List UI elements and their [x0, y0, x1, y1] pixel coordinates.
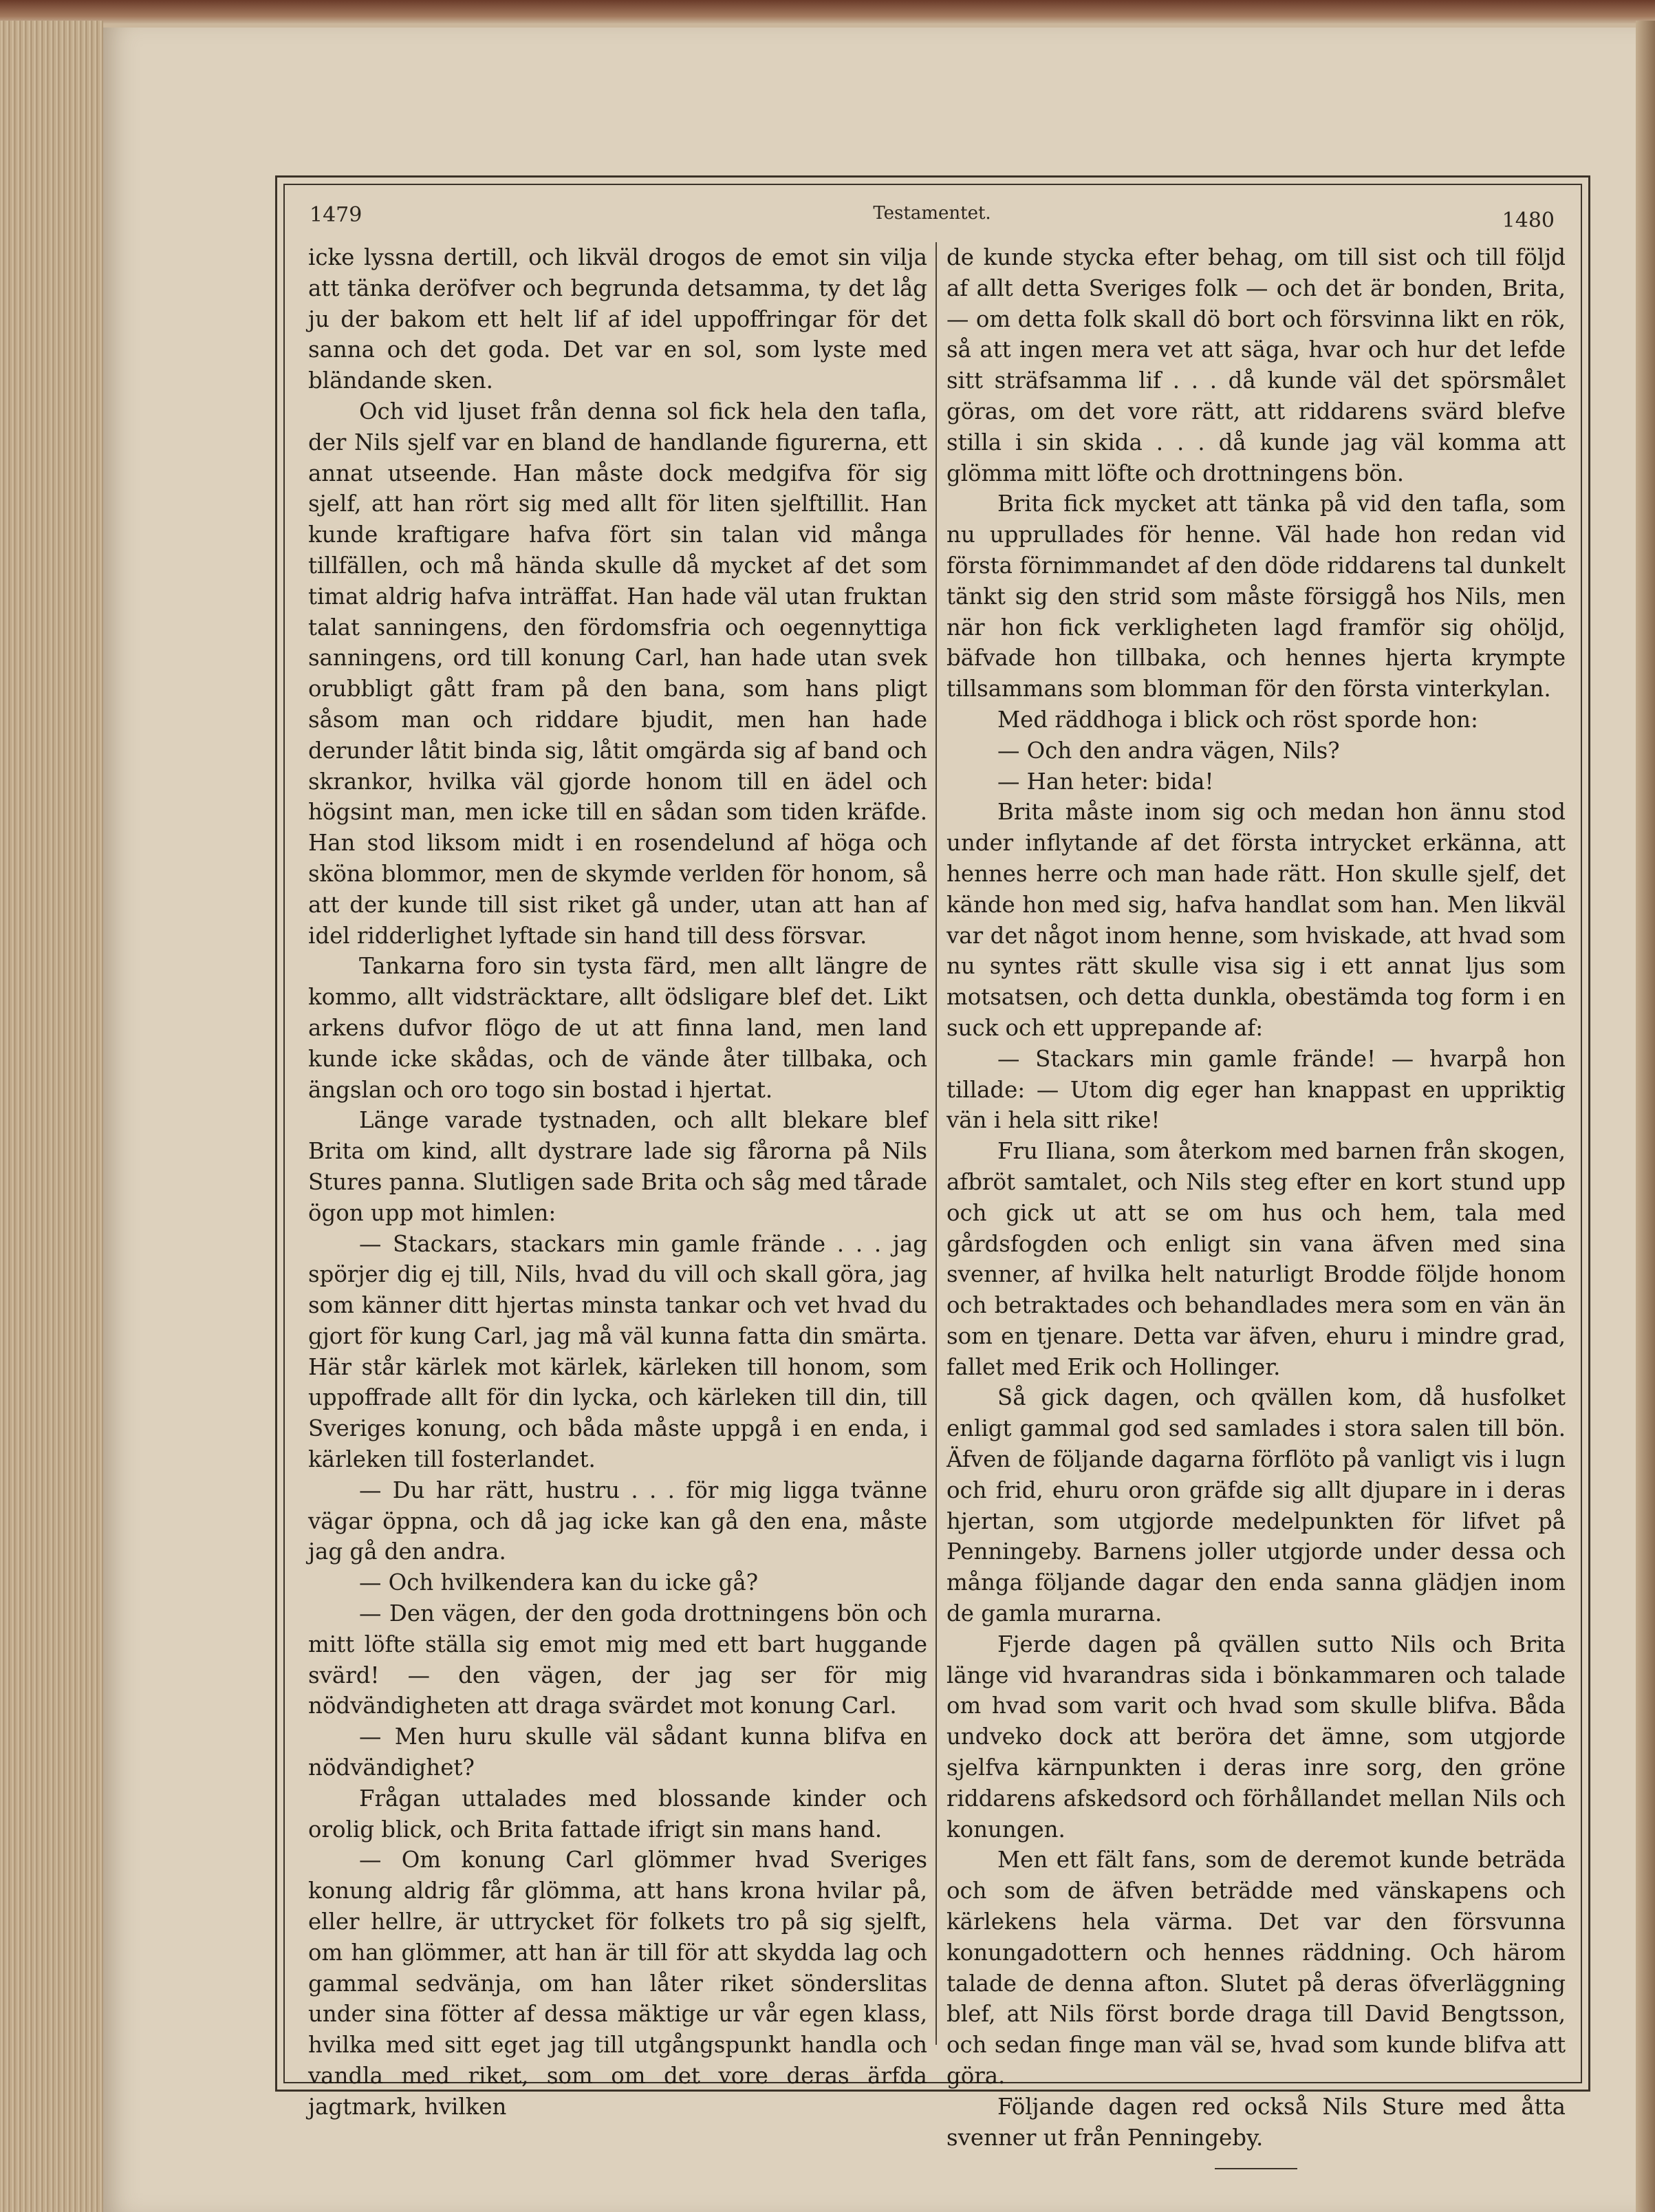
- paragraph: Så gick dagen, och qvällen kom, då husfolket enligt gammal god sed samlades i stora salen till bön. Äfven de följande dagarna förflöto på vanligt vis i lugn och frid, ehuru oron gräfde sig allt djupare in i deras hjertan, som utgjorde medelpunkten för lifvet på Penningeby. Barnens joller utgjorde under dessa och många följande dagar den enda sanna glädjen inom de gamla murarna.: [947, 1384, 1566, 1627]
- left-column: [308, 242, 927, 2120]
- page-number-right: 1480: [1502, 208, 1555, 233]
- page-number-left: 1479: [310, 203, 363, 227]
- paragraph: — Och hvilkendera kan du icke gå?: [359, 1569, 759, 1596]
- paragraph: Brita måste inom sig och medan hon ännu stod under inflytande af det första intrycket erkänna, att hennes herre och man hade rätt. Hon skulle sjelf, det kände hon med sig, hafva handlat som han. Men likväl var det något inom henne, som hviskade, att hvad som nu syntes rätt skulle visa sig i ett annat ljus som motsatsen, och detta dunkla, obestämda tog form i en suck och ett upprepande af:: [947, 799, 1566, 1041]
- paragraph: Frågan uttalades med blossande kinder och orolig blick, och Brita fattade ifrigt sin mans hand.: [308, 1785, 927, 1843]
- page-header: [310, 203, 1555, 237]
- paragraph: — Stackars, stackars min gamle frände . . . jag spörjer dig ej till, Nils, hvad du vill och skall göra, jag som känner ditt hjertas minsta tankar och vet hvad du gjort för kung Carl, jag må väl kunna fatta din smärta. Här står kärlek mot kärlek, kärleken till honom, som uppoffrade allt för din lycka, och kärleken till din, till Sveriges konung, och båda måste uppgå i en enda, i kärleken till fosterlandet.: [308, 1230, 927, 1473]
- paragraph: Länge varade tystnaden, och allt blekare blef Brita om kind, allt dystrare lade sig fårorna på Nils Stures panna. Slutligen sade Brita och såg med tårade ögon upp mot himlen:: [308, 1107, 927, 1226]
- right-column: [947, 242, 1566, 2151]
- column-divider: [935, 242, 937, 2045]
- paragraph: Och vid ljuset från denna sol fick hela den tafla, der Nils sjelf var en bland de handlande figurerna, ett annat utseende. Han måste dock medgifva för sig sjelf, att han rört sig med allt för liten sjelftillit. Han kunde kraftigare hafva fört sin talan vid många tillfällen, och må hända skulle då mycket af det som timat aldrig hafva inträffat. Han hade väl utan fruktan talat sanningens, den fördomsfria och oegennyttiga sanningens, ord till konung Carl, han hade utan svek orubbligt gått fram på den bana, som hans pligt såsom man och riddare bjudit, men han hade derunder låtit binda sig, låtit omgärda sig af band och skrankor, hvilka väl gjorde honom till en ädel och högsint man, men icke till en sådan som tiden kräfde. Han stod liksom midt i en rosendelund af höga och sköna blommor, men de skymde verlden för honom, så att der kunde till sist riket gå under, utan att han af idel ridderlighet lyftade sin hand till dess försvar.: [308, 398, 927, 949]
- book-right-edge: [1636, 21, 1655, 2212]
- chapter-end-rule: [1215, 2168, 1297, 2169]
- book-page-edges: [0, 21, 103, 2212]
- paragraph: — Men huru skulle väl sådant kunna blifva en nödvändighet?: [308, 1724, 927, 1781]
- paragraph: — Den vägen, der den goda drottningens bön och mitt löfte ställa sig emot mig med ett bart huggande svärd! — den vägen, der jag ser för mig nödvändigheten att draga svärdet mot konung Carl.: [308, 1600, 927, 1719]
- paragraph: Fru Iliana, som återkom med barnen från skogen, afbröt samtalet, och Nils steg efter en kort stund upp och gick ut att se om hus och hem, tala med gårdsfogden och enligt sin vana äfven med sina svenner, af hvilka helt naturligt Brodde följde honom och betraktades och behandlades mera som en vän än som en tjenare. Detta var äfven, ehuru i mindre grad, fallet med Erik och Hollinger.: [947, 1138, 1566, 1380]
- paragraph: de kunde stycka efter behag, om till sist och till följd af allt detta Sveriges folk — och det är bonden, Brita, — om detta folk skall dö bort och försvinna likt en rök, så att ingen mera vet att säga, hvar och hur det lefde sitt sträfsamma lif . . . då kunde väl det spörsmålet göras, om det vore rätt, att riddarens svärd blefve stilla i sin skida . . . då kunde jag väl komma att glömma mitt löfte och drottningens bön.: [947, 244, 1566, 486]
- paragraph: Men ett fält fans, som de deremot kunde beträda och som de äfven beträdde med vänskapens och kärlekens hela värma. Det var den försvunna konungadottern och hennes räddning. Och härom talade de denna afton. Slutet på deras öfverläggning blef, att Nils först borde draga till David Bengtsson, och sedan finge man väl se, hvad som kunde blifva att göra.: [947, 1847, 1566, 2090]
- book-top-edge: [0, 0, 1655, 23]
- paragraph: — Stackars min gamle frände! — hvarpå hon tillade: — Utom dig eger han knappast en uppriktig vän i hela sitt rike!: [947, 1045, 1566, 1134]
- paragraph: — Och den andra vägen, Nils?: [997, 737, 1340, 764]
- paragraph: — Om konung Carl glömmer hvad Sveriges konung aldrig får glömma, att hans krona hvilar på, eller hellre, är uttrycket för folkets tro på sig sjelft, om han glömmer, att han är till för att skydda lag och gammal sedvänja, om han låter riket sönderslitas under sina fötter af dessa mäktige ur vår egen klass, hvilka med sitt eget jag till utgångspunkt handla och vandla med riket, som om det vore deras ärfda jagtmark, hvilken: [308, 1847, 927, 2120]
- paragraph: Följande dagen red också Nils Sture med åtta svenner ut från Penningeby.: [947, 2093, 1566, 2151]
- paragraph: Med räddhoga i blick och röst sporde hon:: [997, 706, 1478, 733]
- paragraph: — Du har rätt, hustru . . . för mig ligga tvänne vägar öppna, och då jag icke kan gå den ena, måste jag gå den andra.: [308, 1477, 927, 1565]
- paragraph: Fjerde dagen på qvällen sutto Nils och Brita länge vid hvarandras sida i bönkammaren och talade om hvad som varit och hvad som skulle blifva. Båda undveko dock att beröra det ämne, som utgjorde sjelfva kärnpunkten i deras inre sorg, den gröne riddarens afskedsord och förhållandet mellan Nils och konungen.: [947, 1631, 1566, 1843]
- paragraph: — Han heter: bida!: [997, 768, 1214, 795]
- running-title: Testamentet.: [873, 203, 991, 224]
- paragraph: Brita fick mycket att tänka på vid den tafla, som nu upprullades för henne. Väl hade hon redan vid första förnimmandet af den döde riddarens tal dunkelt tänkt sig den strid som måste försiggå hos Nils, men när hon fick verkligheten lagd framför sig ohöljd, bäfvade hon tillbaka, och hennes hjerta krympte tillsammans som blomman för den första vinterkylan.: [947, 491, 1566, 702]
- paragraph: Tankarna foro sin tysta färd, men allt längre de kommo, allt vidsträcktare, allt ödsligare blef det. Likt arkens dufvor flögo de ut att finna land, men land kunde icke skådas, och de vände åter tillbaka, och ängslan och oro togo sin bostad i hjertat.: [308, 953, 927, 1103]
- paragraph: icke lyssna dertill, och likväl drogos de emot sin vilja att tänka deröfver och begrunda detsamma, ty det låg ju der bakom ett helt lif af idel uppoffringar för det sanna och det goda. Det var en sol, som lyste med bländande sken.: [308, 244, 927, 394]
